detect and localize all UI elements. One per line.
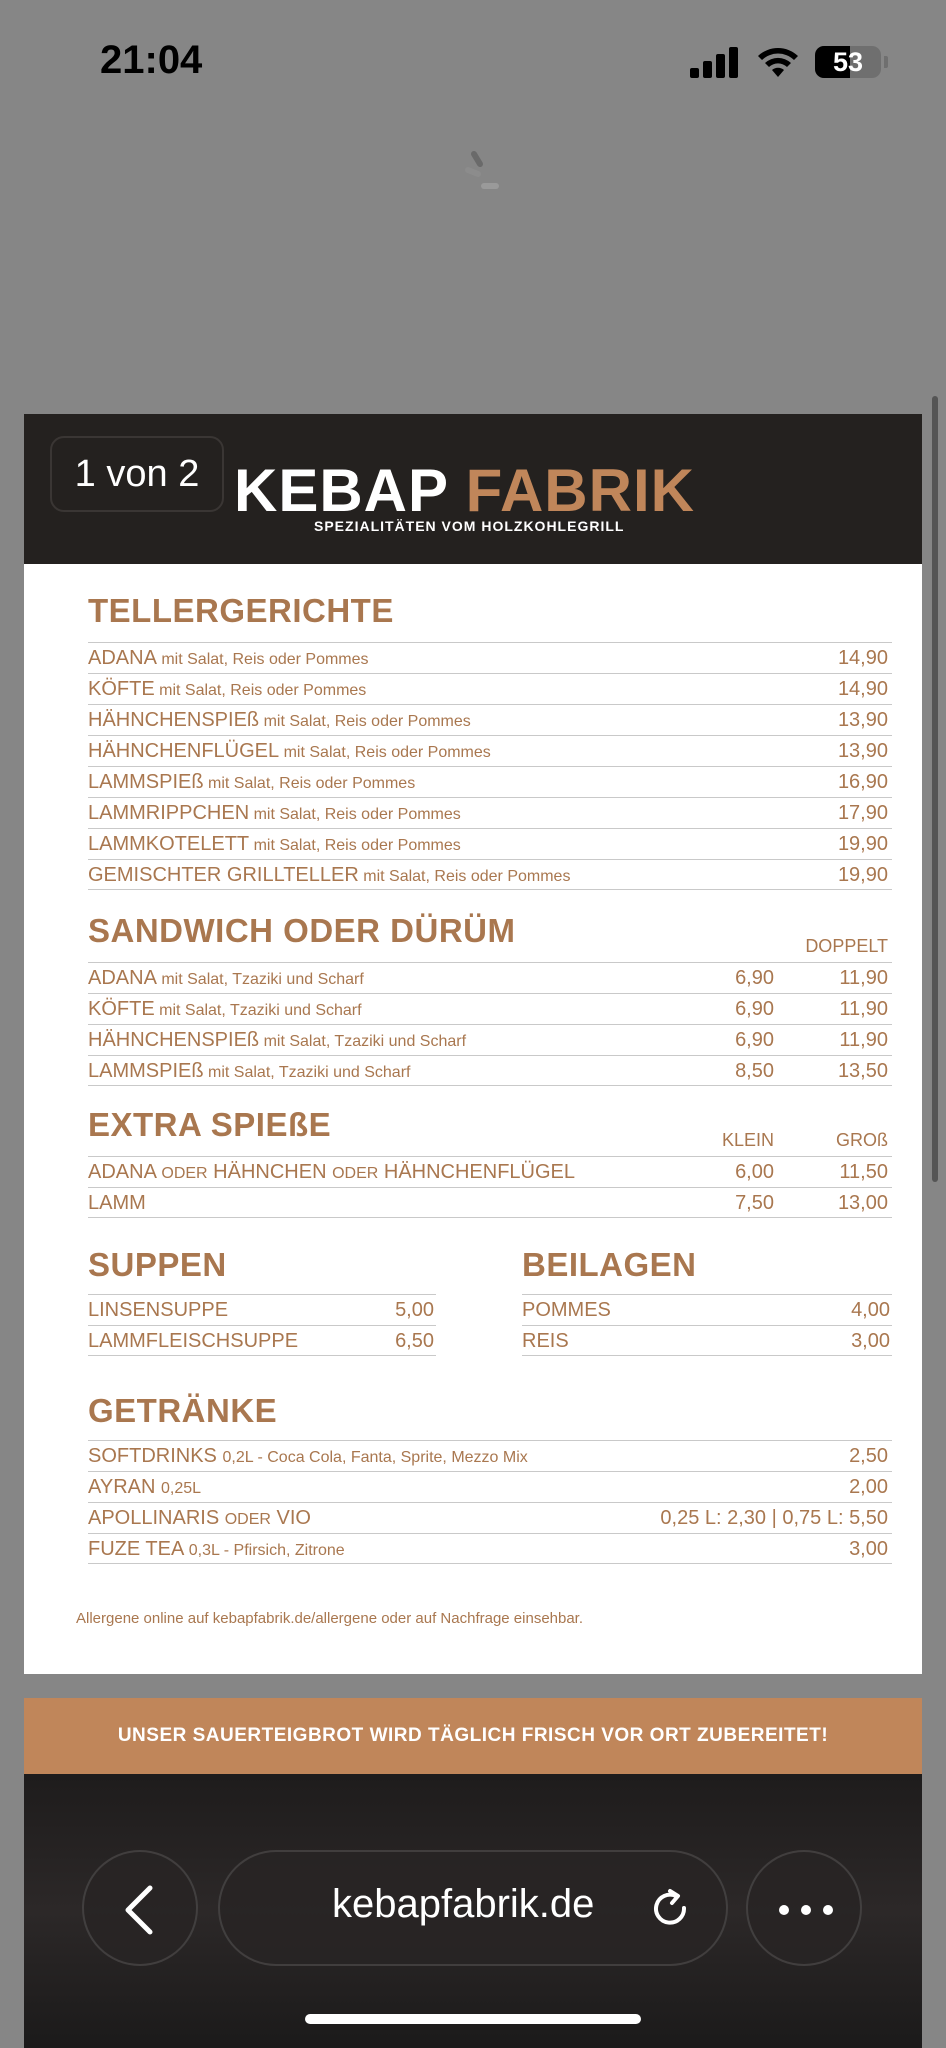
drink-row — [88, 1533, 892, 1564]
menu-row — [88, 673, 892, 704]
extra-row-1 — [88, 1156, 892, 1187]
dish-price: 4,00 — [851, 1299, 890, 1321]
scrollbar[interactable] — [932, 396, 938, 1182]
beilagen-row — [522, 1294, 892, 1325]
dish-price: 19,90 — [837, 864, 888, 886]
brand-name-b: FABRIK — [465, 457, 695, 524]
price-klein: 7,50 — [735, 1192, 774, 1214]
battery-level: 53 — [832, 47, 864, 77]
dish-name: HÄHNCHENSPIEß mit Salat, Tzaziki und Scharf — [88, 1029, 467, 1051]
back-button[interactable] — [82, 1850, 198, 1966]
drink-row — [88, 1440, 892, 1471]
dish-name: HÄHNCHENFLÜGEL mit Salat, Reis oder Pommes — [88, 740, 491, 762]
dish-name: ADANA mit Salat, Tzaziki und Scharf — [88, 967, 364, 989]
dish-price: 3,00 — [849, 1538, 888, 1560]
cellular-signal-icon — [690, 46, 740, 78]
dish-price: 17,90 — [837, 802, 888, 824]
menu-page — [24, 414, 922, 1674]
price-double: 11,90 — [839, 967, 888, 989]
suppen-row — [88, 1325, 436, 1356]
loading-spinner-icon — [464, 148, 516, 200]
dish-price: 0,25 L: 2,30 | 0,75 L: 5,50 — [660, 1507, 888, 1529]
address-bar[interactable] — [218, 1850, 728, 1966]
brand-logo — [234, 456, 695, 525]
dish-name: APOLLINARIS ODER VIO — [88, 1507, 311, 1529]
dish-price: 2,00 — [849, 1476, 888, 1498]
price-gross: 13,00 — [837, 1192, 888, 1214]
dish-name: LAMMFLEISCHSUPPE — [88, 1330, 299, 1352]
dish-name: ADANA mit Salat, Reis oder Pommes — [88, 647, 369, 669]
menu-row — [88, 735, 892, 766]
dish-price: 19,90 — [837, 833, 888, 855]
extra-row-2 — [88, 1187, 892, 1218]
dish-name: LAMMSPIEß mit Salat, Reis oder Pommes — [88, 771, 416, 793]
dish-price: 3,00 — [851, 1330, 890, 1352]
price-single: 8,50 — [735, 1060, 774, 1082]
dish-name: REIS — [522, 1330, 569, 1352]
home-indicator[interactable] — [305, 2014, 641, 2024]
dish-price: 13,90 — [837, 709, 888, 731]
section-title-extra: EXTRA SPIEßE — [88, 1106, 332, 1143]
menu-header — [24, 414, 922, 564]
battery-icon — [815, 46, 881, 78]
section-title-suppen: SUPPEN — [88, 1246, 227, 1283]
beilagen-row — [522, 1325, 892, 1356]
section-title-beilagen: BEILAGEN — [522, 1246, 697, 1283]
suppen-row — [88, 1294, 436, 1325]
dish-price: 5,00 — [395, 1299, 434, 1321]
menu-row — [88, 642, 892, 673]
price-double: 13,50 — [837, 1060, 888, 1082]
drink-row — [88, 1502, 892, 1533]
battery-nub — [884, 56, 888, 68]
reload-icon[interactable] — [650, 1888, 692, 1930]
dish-price: 16,90 — [837, 771, 888, 793]
extra-dish: LAMM — [88, 1192, 146, 1214]
extra-dish: ADANA ODER HÄHNCHEN ODER HÄHNCHENFLÜGEL — [88, 1161, 576, 1183]
menu-row — [88, 1024, 892, 1055]
url-text: kebapfabrik.de — [332, 1882, 595, 1926]
wifi-icon — [756, 44, 800, 78]
column-head-klein: KLEIN — [721, 1130, 774, 1150]
dish-price: 13,90 — [837, 740, 888, 762]
section-title-sandwich: SANDWICH ODER DÜRÜM — [88, 912, 516, 949]
price-double: 11,90 — [839, 998, 888, 1020]
dish-name: KÖFTE mit Salat, Reis oder Pommes — [88, 678, 367, 700]
menu-row — [88, 859, 892, 890]
page-counter: 1 von 2 — [50, 436, 224, 512]
brand-name-a: KEBAP — [234, 457, 448, 524]
dish-name: KÖFTE mit Salat, Tzaziki und Scharf — [88, 998, 362, 1020]
section-title-tellergerichte: TELLERGERICHTE — [88, 592, 394, 629]
status-time: 21:04 — [100, 38, 203, 82]
ellipsis-icon — [748, 1852, 864, 1968]
price-single: 6,90 — [735, 1029, 774, 1051]
column-head-gross: GROß — [836, 1130, 888, 1150]
menu-row — [88, 766, 892, 797]
dish-name: SOFTDRINKS 0,2L - Coca Cola, Fanta, Sprite, Mezzo Mix — [88, 1445, 528, 1467]
promo-banner: UNSER SAUERTEIGBROT WIRD TÄGLICH FRISCH VOR ORT ZUBEREITET! — [24, 1698, 922, 1774]
section-title-getraenke: GETRÄNKE — [88, 1392, 278, 1429]
dish-name: AYRAN 0,25L — [88, 1476, 202, 1498]
dish-name: GEMISCHTER GRILLTELLER mit Salat, Reis oder Pommes — [88, 864, 571, 886]
menu-row — [88, 828, 892, 859]
menu-row — [88, 797, 892, 828]
chevron-left-icon — [84, 1852, 200, 1968]
dish-price: 14,90 — [837, 647, 888, 669]
dish-name: POMMES — [522, 1299, 611, 1321]
dish-price: 2,50 — [849, 1445, 888, 1467]
dish-price: 14,90 — [837, 678, 888, 700]
menu-row — [88, 993, 892, 1024]
tagline: SPEZIALITÄTEN VOM HOLZKOHLEGRILL — [314, 518, 625, 534]
dish-name: LAMMKOTELETT mit Salat, Reis oder Pommes — [88, 833, 461, 855]
dish-price: 6,50 — [395, 1330, 434, 1352]
price-gross: 11,50 — [839, 1161, 888, 1183]
price-klein: 6,00 — [735, 1161, 774, 1183]
menu-row — [88, 1055, 892, 1086]
column-head-doppelt: DOPPELT — [805, 936, 888, 956]
dish-name: HÄHNCHENSPIEß mit Salat, Reis oder Pommes — [88, 709, 471, 731]
allergen-footnote: Allergene online auf kebapfabrik.de/allergene oder auf Nachfrage einsehbar. — [76, 1610, 584, 1627]
menu-row — [88, 704, 892, 735]
price-single: 6,90 — [735, 998, 774, 1020]
more-options-button[interactable] — [746, 1850, 862, 1966]
menu-row — [88, 962, 892, 993]
dish-name: LAMMSPIEß mit Salat, Tzaziki und Scharf — [88, 1060, 411, 1082]
price-double: 11,90 — [839, 1029, 888, 1051]
dish-name: LINSENSUPPE — [88, 1299, 229, 1321]
price-single: 6,90 — [735, 967, 774, 989]
dish-name: FUZE TEA 0,3L - Pfirsich, Zitrone — [88, 1538, 345, 1560]
drink-row — [88, 1471, 892, 1502]
dish-name: LAMMRIPPCHEN mit Salat, Reis oder Pommes — [88, 802, 461, 824]
status-bar — [0, 0, 946, 120]
